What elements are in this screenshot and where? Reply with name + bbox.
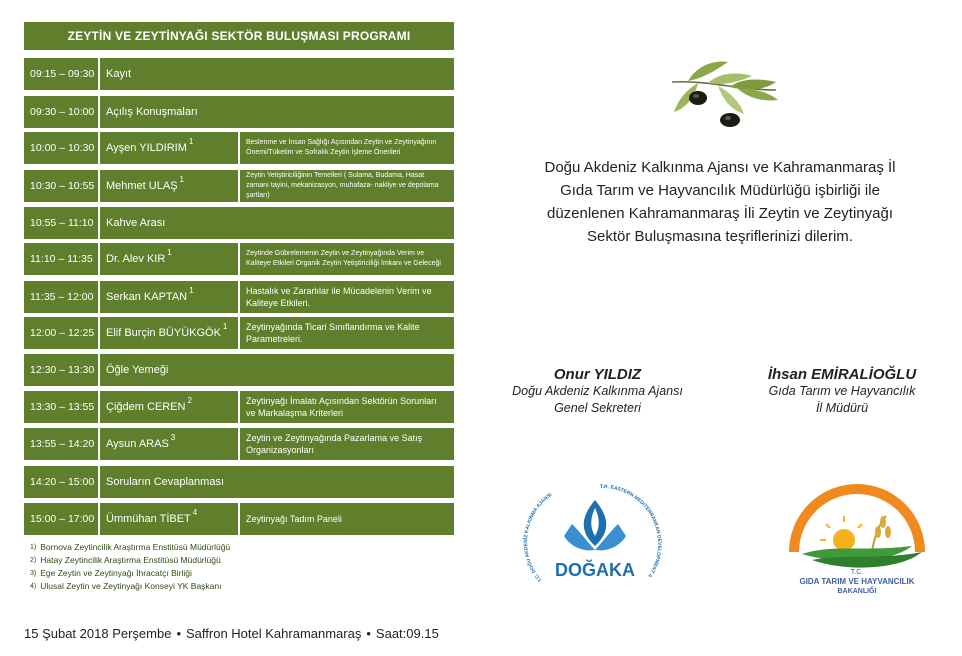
row-topic: Zeytinyağı İmalatı Açısından Sektörün Sorunları ve Markalaşma Kriterleri bbox=[240, 391, 454, 423]
row-time: 11:10 – 11:35 bbox=[24, 243, 100, 275]
invitation-line: düzenlenen Kahramanmaraş İli Zeytin ve Zeytinyağı bbox=[546, 205, 893, 222]
row-topic: Zeytin Yetiştiriciliğinin Temelleri ( Sulama, Budama, Hasat zamanı tayini, mekanizasyon, muhafaza- nakliye ve depolama şartları) bbox=[240, 170, 454, 202]
signature-dogaka bbox=[505, 366, 690, 417]
speaker-ref: 1 bbox=[189, 286, 194, 295]
signatory-title: Genel Sekreteri bbox=[554, 401, 641, 415]
row-topic: Beslenme ve İnsan Sağlığı Açısından Zeytin ve Zeytinyağının Önemi/Tüketim ve Sofralık Zeytin İşleme Önerileri bbox=[240, 132, 454, 164]
row-time: 11:35 – 12:00 bbox=[24, 281, 100, 313]
dogaka-logo bbox=[520, 480, 670, 590]
row-topic: Zeytinyağında Ticari Sınıflandırma ve Kalite Parametreleri. bbox=[240, 317, 454, 349]
program-row bbox=[24, 58, 454, 90]
row-speaker bbox=[100, 281, 240, 313]
separator: • bbox=[176, 626, 181, 641]
speaker-ref: 1 bbox=[222, 322, 228, 331]
event-time: Saat:09.15 bbox=[375, 626, 439, 641]
speaker-name: Mehmet ULAŞ bbox=[106, 180, 178, 192]
speaker-name: Ümmühan TİBET bbox=[106, 513, 191, 525]
footnote-3: 3) Ege Zeytin ve Zeytinyağı İhracatçı Birliği bbox=[30, 568, 192, 578]
invitation-text bbox=[500, 156, 940, 248]
program-row bbox=[24, 170, 454, 202]
speaker-name: Ayşen YILDIRIM bbox=[106, 142, 187, 154]
program-row bbox=[24, 391, 454, 423]
row-speaker bbox=[100, 317, 240, 349]
speaker-ref: 2 bbox=[187, 396, 192, 405]
speaker-ref: 1 bbox=[179, 175, 184, 184]
row-speaker bbox=[100, 503, 240, 535]
program-row bbox=[24, 317, 454, 349]
speaker-name: Çiğdem CEREN bbox=[106, 401, 186, 413]
speaker-name: Dr. Alev KIR bbox=[106, 253, 166, 265]
invitation-line: Gıda Tarım ve Hayvancılık Müdürlüğü işbirliği ile bbox=[560, 182, 880, 199]
program-row bbox=[24, 243, 454, 275]
event-venue: Saffron Hotel Kahramanmaraş bbox=[186, 626, 362, 641]
ministry-line1: T.C. bbox=[850, 569, 864, 576]
program-row bbox=[24, 132, 454, 164]
row-topic: Zeytin ve Zeytinyağında Pazarlama ve Satış Organizasyonları bbox=[240, 428, 454, 460]
program-row bbox=[24, 503, 454, 535]
program-row bbox=[24, 466, 454, 498]
row-speaker bbox=[100, 428, 240, 460]
row-time: 09:15 – 09:30 bbox=[24, 58, 100, 90]
row-label: Soruların Cevaplanması bbox=[100, 466, 454, 498]
footnote-1: 1) Bornova Zeytincilik Araştırma Enstitüsü Müdürlüğü bbox=[30, 542, 231, 552]
program-row bbox=[24, 281, 454, 313]
row-speaker bbox=[100, 170, 240, 202]
signatory-name: Onur YILDIZ bbox=[553, 366, 642, 383]
row-label: Açılış Konuşmaları bbox=[100, 96, 454, 128]
speaker-ref: 3 bbox=[170, 433, 176, 442]
speaker-ref: 4 bbox=[192, 508, 198, 517]
row-speaker bbox=[100, 132, 240, 164]
ministry-logo bbox=[782, 482, 932, 602]
invitation-line: Sektör Buluşmasına teşriflerinizi dilerim. bbox=[587, 228, 853, 245]
speaker-name: Serkan KAPTAN bbox=[106, 291, 188, 303]
row-speaker bbox=[100, 391, 240, 423]
signature-ministry bbox=[742, 366, 942, 417]
row-label: Kahve Arası bbox=[100, 207, 454, 239]
row-time: 12:30 – 13:30 bbox=[24, 354, 100, 386]
speaker-name: Aysun ARAS bbox=[106, 438, 169, 450]
row-speaker bbox=[100, 243, 240, 275]
row-time: 15:00 – 17:00 bbox=[24, 503, 100, 535]
signatory-title: Gıda Tarım ve Hayvancılık bbox=[768, 384, 916, 398]
dogaka-ring-right: T.R. EASTERN MEDITERRANEAN DEVELOPMENT A bbox=[599, 483, 663, 579]
program-row bbox=[24, 354, 454, 386]
speaker-ref: 1 bbox=[188, 137, 194, 146]
program-row bbox=[24, 96, 454, 128]
row-label: Kayıt bbox=[100, 58, 454, 90]
invitation-line: Doğu Akdeniz Kalkınma Ajansı ve Kahramanmaraş İl bbox=[544, 159, 896, 176]
row-time: 13:55 – 14:20 bbox=[24, 428, 100, 460]
ministry-line3: BAKANLIĞI bbox=[837, 588, 877, 595]
signatory-name: İhsan EMİRALİOĞLU bbox=[767, 366, 917, 383]
row-time: 10:55 – 11:10 bbox=[24, 207, 100, 239]
event-footer bbox=[24, 626, 439, 641]
speaker-ref: 1 bbox=[167, 248, 172, 257]
signatory-title: Doğu Akdeniz Kalkınma Ajansı bbox=[512, 384, 683, 398]
speaker-name: Elif Burçin BÜYÜKGÖK bbox=[106, 327, 221, 339]
row-topic: Zeytinde Gübrelemenin Zeytin ve Zeytinyağında Verim ve Kaliteye Etkileri Organik Zeytin Yetiştiriciliği İmkanı ve Geleceği bbox=[240, 243, 454, 275]
footnotes bbox=[30, 541, 230, 593]
program-title: ZEYTİN VE ZEYTİNYAĞI SEKTÖR BULUŞMASI PROGRAMI bbox=[24, 22, 454, 50]
dogaka-ring-left: T.C. DOĞU AKDENİZ KALKINMA AJANSI bbox=[523, 492, 554, 583]
program-row bbox=[24, 207, 454, 239]
ministry-line2: GIDA TARIM VE HAYVANCILIK bbox=[799, 577, 915, 586]
event-date: 15 Şubat 2018 Perşembe bbox=[24, 626, 172, 641]
olive-branch-icon bbox=[668, 50, 788, 140]
row-time: 09:30 – 10:00 bbox=[24, 96, 100, 128]
row-topic: Zeytinyağı Tadım Paneli bbox=[240, 503, 454, 535]
footnote-4: 4) Ulusal Zeytin ve Zeytinyağı Konseyi YK Başkanı bbox=[30, 581, 222, 591]
row-topic: Hastalık ve Zararlılar ile Mücadelenin Verim ve Kaliteye Etkileri. bbox=[240, 281, 454, 313]
signatory-title: İl Müdürü bbox=[815, 401, 869, 415]
row-time: 12:00 – 12:25 bbox=[24, 317, 100, 349]
footnote-2: 2) Hatay Zeytincilik Araştırma Enstitüsü Müdürlüğü bbox=[30, 555, 221, 565]
row-time: 10:30 – 10:55 bbox=[24, 170, 100, 202]
separator: • bbox=[366, 626, 371, 641]
row-label: Öğle Yemeği bbox=[100, 354, 454, 386]
row-time: 10:00 – 10:30 bbox=[24, 132, 100, 164]
dogaka-wordmark: DOĞAKA bbox=[555, 560, 635, 580]
program-row bbox=[24, 428, 454, 460]
row-time: 14:20 – 15:00 bbox=[24, 466, 100, 498]
svg-text:T.C. DOĞU AKDENİZ KALKINMA AJA bbox=[522, 492, 553, 583]
row-time: 13:30 – 13:55 bbox=[24, 391, 100, 423]
